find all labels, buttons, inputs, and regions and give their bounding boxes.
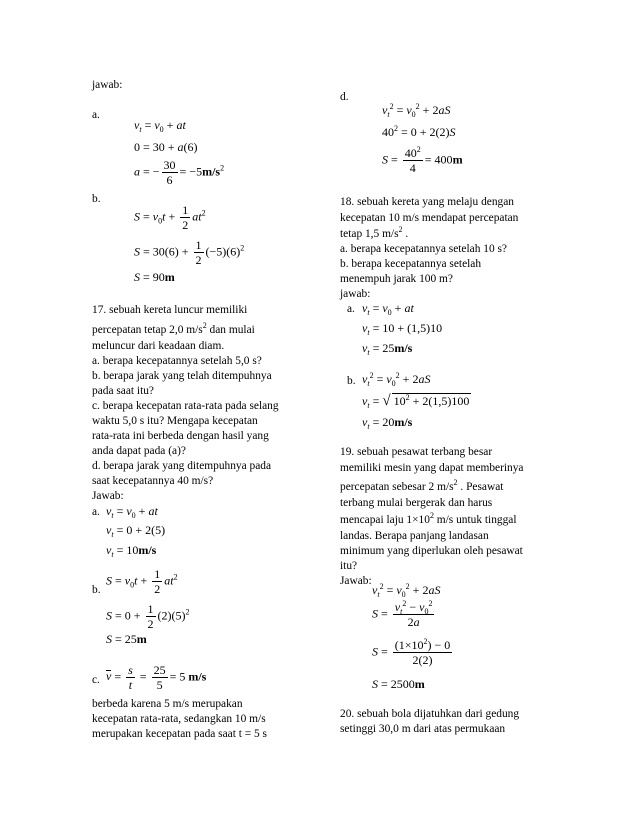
q17-line-10: anda dapat pada (a)? [92, 445, 186, 457]
q17-c-label: c. [92, 674, 100, 686]
q20-line-2: setinggi 30,0 m dari atas permukaan [340, 723, 506, 735]
q18-line-3: tetap 1,5 $m/s^2$ . [340, 225, 409, 240]
frac-num: 1 [154, 567, 161, 581]
q19-eq-4: S = 2500m [372, 677, 425, 691]
q17-line-6: pada saat itu? [92, 385, 154, 397]
q17-eq-c: v = $\frac{s}{t}$ = $\frac{25}{5}$ = 5 m/s [106, 663, 207, 692]
part-a-label: a. [92, 109, 100, 121]
q18-eq-b2: $v_t$ = √ $10^2 + 2(1,5)100$ [362, 393, 470, 410]
q18-eq-a2: $v_t = 10 + (1,5)10$ [362, 321, 443, 337]
eq-b3: S = 90m [134, 270, 175, 284]
q17-line-11: d. berapa jarak yang ditempuhnya pada [92, 460, 272, 472]
q19-line-5-suffix: m/s untuk tinggal [433, 514, 517, 526]
frac-num: 1 [182, 203, 189, 217]
frac-den: 2 [182, 218, 189, 232]
q17-line-2-suffix: dan mulai [206, 324, 255, 336]
q17-line-13: Jawab: [92, 490, 124, 502]
part-b-label: b. [92, 193, 101, 205]
q18-line-3-text: tetap 1,5 m/s [340, 228, 399, 240]
q19-line-3-text: percepatan sebesar 2 m/s [340, 481, 454, 493]
q19-line-8: itu? [340, 560, 358, 572]
q19-line-3-suffix: . Pesawat [460, 481, 504, 493]
frac-num: 30 [163, 158, 176, 172]
q17-eq-b3: S = 25m [106, 632, 147, 646]
eq-a1: $v_t = v_0$ + at [134, 118, 186, 134]
q20-line-1: 20. sebuah bola dijatuhkan dari gedung [340, 708, 520, 720]
frac-num: 1 [195, 238, 202, 252]
q17-line-7: c. berapa kecepatan rata-rata pada selang [92, 400, 279, 412]
unit: m/s [188, 669, 207, 684]
eq-a2: 0 = 30 + a(6) [134, 140, 198, 154]
q18-b-label: b. [347, 375, 356, 387]
q17-conclusion-1: berbeda karena 5 m/s merupakan [92, 698, 243, 710]
q17-eq-a1: $v_t = v_0$ + at [106, 504, 158, 520]
q17-eq-b1: $S = v_0t$ + $\frac{1}{2}$ $at^2$ [106, 567, 178, 596]
q19-eq-1: $v_t^2 = v_0^2 + 2aS$ [372, 582, 441, 599]
eq-b2: S = 30(6) + $\frac{1}{2}$ $(-5)(6)^2$ [134, 238, 245, 267]
q19-eq-2: S = $\frac{v_t^2 - v_0^2}{2a}$ [372, 599, 433, 629]
part-d-label: d. [340, 91, 349, 103]
q19-line-9: Jawab: [340, 575, 372, 587]
q19-eq-3: S = $\frac{(1\times 10^2) - 0}{2(2)}$ [372, 637, 451, 667]
q17-a-label: a. [92, 506, 100, 518]
q18-a-label: a. [347, 303, 355, 315]
eq-d3: S = $\frac{40^2}{4}$ = 400m [382, 145, 463, 175]
frac-den: 4 [409, 161, 416, 175]
unit: m/s [138, 543, 157, 557]
q17-line-2-text: percepatan tetap 2,0 m/s [92, 324, 203, 336]
q17-line-4: a. berapa kecepatannya setelah 5,0 s? [92, 355, 262, 367]
frac-den: 2 [154, 582, 161, 596]
q18-eq-a3: $v_t = 25m/s$ [362, 341, 413, 357]
q17-conclusion-3: merupakan kecepatan pada saat t = 5 s [92, 728, 267, 740]
frac-den: 2(2) [412, 653, 433, 667]
frac-den: 2 [147, 617, 154, 631]
q18-line-2: kecepatan 10 m/s mendapat percepatan [340, 212, 519, 224]
unit: m/s [202, 164, 221, 179]
frac-den: 6 [166, 173, 173, 187]
result: = 400 [424, 152, 453, 167]
frac-num: 1 [147, 602, 154, 616]
unit: m [136, 632, 147, 646]
jawab-heading: jawab: [92, 79, 123, 91]
frac-num: 25 [153, 663, 166, 677]
q19-line-7: minimum yang diperlukan oleh pesawat [340, 545, 523, 557]
q18-line-5: b. berapa kecepatannya setelah [340, 258, 482, 270]
eq-d1: $v_t^2 = v_0^2 + 2aS$ [382, 102, 451, 119]
q17-eq-a2: $v_t = 0 + 2(5)$ [106, 523, 166, 539]
unit: m [452, 152, 463, 167]
q19-line-5: mencapai laju $1\times 10^2$ m/s untuk tinggal [340, 511, 517, 526]
q19-line-5-text: mencapai laju 1×10 [340, 514, 430, 526]
q19-line-4: terbang mulai bergerak dan harus [340, 497, 493, 509]
q18-line-4: a. berapa kecepatannya setelah 10 s? [340, 243, 507, 255]
q18-eq-b1: $v_t^2 = v_0^2 + 2aS$ [362, 371, 431, 388]
q19-line-2: memiliki mesin yang dapat memberinya [340, 462, 524, 474]
q19-line-1: 19. sebuah pesawat terbang besar [340, 446, 493, 458]
q17-eq-a3: $v_t = 10m/s$ [106, 543, 157, 559]
unit: m [164, 270, 175, 284]
q18-line-6: menempuh jarak 100 m? [340, 273, 453, 285]
q17-line-3: meluncur dari keadaan diam. [92, 340, 225, 352]
unit: m/s [394, 415, 413, 429]
q17-conclusion-2: kecepatan rata-rata, sedangkan 10 m/s [92, 713, 266, 725]
q17-line-8: waktu 5,0 s itu? Mengapa kecepatan [92, 415, 258, 427]
eq-d2: $40^2 = 0 + 2(2)S$ [382, 124, 456, 139]
frac-den: t [128, 678, 133, 692]
frac-den: 2 [195, 253, 202, 267]
q18-line-7: jawab: [340, 288, 371, 300]
eq-b1: $S = v_0t$ + $\frac{1}{2}$ $at^2$ [134, 203, 206, 232]
result: = 5 [169, 669, 186, 684]
q19-line-3: percepatan sebesar 2 $m/s^2$ . Pesawat [340, 478, 504, 493]
q17-line-12: saat kecepatannya 40 m/s? [92, 475, 214, 487]
q17-line-1: 17. sebuah kereta luncur memiliki [92, 304, 248, 316]
q18-eq-b3: $v_t = 20m/s$ [362, 415, 413, 431]
frac-den: 5 [156, 678, 163, 692]
q19-line-6: landas. Berapa panjang landasan [340, 530, 489, 542]
eq-a3: a = − $\frac{30}{6}$ = $-5m/s^2$ [134, 158, 225, 187]
unit: m/s [394, 341, 413, 355]
q18-eq-a1: $v_t = v_0$ + at [362, 301, 414, 317]
unit: m [414, 677, 425, 691]
q18-line-1: 18. sebuah kereta yang melaju dengan [340, 196, 514, 208]
q17-line-5: b. berapa jarak yang telah ditempuhnya [92, 370, 272, 382]
q17-eq-b2: S = 0 + $\frac{1}{2}$ $(2)(5)^2$ [106, 602, 190, 631]
q17-b-label: b. [92, 584, 101, 596]
frac-num: s [128, 663, 133, 677]
q17-line-9: rata-rata ini berbeda dengan hasil yang [92, 430, 269, 442]
q17-line-2: percepatan tetap 2,0 $m/s^2$ dan mulai [92, 321, 255, 336]
